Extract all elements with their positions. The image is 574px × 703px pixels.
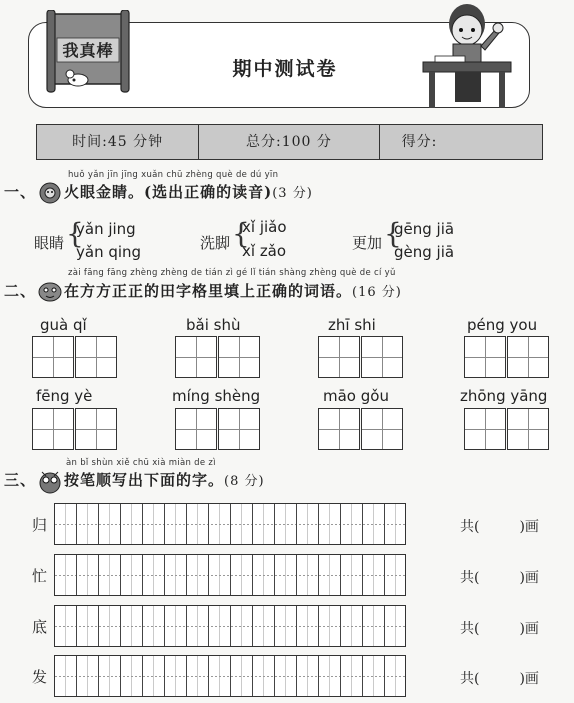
time-limit: 时间:45 分钟 bbox=[37, 125, 199, 159]
tianzige-box[interactable] bbox=[75, 408, 117, 450]
section2-title: 在方方正正的田字格里填上正确的词语。 bbox=[64, 282, 353, 300]
stroke-writing-row[interactable] bbox=[54, 605, 406, 647]
tianzige-box[interactable] bbox=[361, 336, 403, 378]
stroke-count-field[interactable]: 共( )画 bbox=[460, 671, 539, 687]
q1-option-1b[interactable]: yǎn qing bbox=[76, 243, 142, 261]
tianzige-box[interactable] bbox=[32, 336, 74, 378]
student-at-desk-icon bbox=[415, 0, 515, 112]
grid-pinyin-3: zhī shi bbox=[328, 316, 376, 334]
section1-title: 火眼金睛。(选出正确的读音) bbox=[64, 183, 273, 201]
stroke-writing-row[interactable] bbox=[54, 503, 406, 545]
section3-pinyin: àn bǐ shùn xiě chū xià miàn de zì bbox=[66, 458, 216, 468]
stroke-char-1: 归 bbox=[32, 516, 48, 534]
section2-number: 二、 bbox=[4, 282, 37, 300]
stroke-count-field[interactable]: 共( )画 bbox=[460, 519, 539, 535]
section1-score: (3 分) bbox=[272, 186, 313, 201]
stroke-writing-row[interactable] bbox=[54, 655, 406, 697]
grid-pinyin-7: māo gǒu bbox=[323, 387, 389, 405]
q1-word-2: 洗脚 bbox=[200, 234, 231, 252]
q1-option-3b[interactable]: gèng jiā bbox=[394, 243, 455, 261]
tianzige-box[interactable] bbox=[218, 336, 260, 378]
section2-pinyin: zài fāng fāng zhèng zhèng de tián zì gé lǐ tián shàng zhèng què de cí yǔ bbox=[68, 268, 396, 278]
grid-pinyin-2: bǎi shù bbox=[186, 316, 241, 334]
brace-icon: { bbox=[384, 217, 402, 250]
section3-score: (8 分) bbox=[224, 474, 265, 489]
q1-option-2b[interactable]: xǐ zǎo bbox=[242, 242, 287, 260]
q1-option-1a[interactable]: yǎn jing bbox=[76, 220, 136, 238]
grid-pinyin-4: péng you bbox=[467, 316, 538, 334]
stroke-char-3: 底 bbox=[32, 618, 48, 636]
fish-mascot-icon bbox=[36, 279, 64, 305]
stroke-char-4: 发 bbox=[32, 668, 48, 686]
plaque-text: 我真棒 bbox=[62, 41, 114, 60]
page-title: 期中测试卷 bbox=[232, 58, 338, 80]
grid-pinyin-5: fēng yè bbox=[36, 387, 93, 405]
section3-header bbox=[4, 468, 265, 494]
owl-mascot-icon bbox=[36, 468, 64, 494]
section2-score: (16 分) bbox=[352, 285, 402, 300]
tianzige-box[interactable] bbox=[361, 408, 403, 450]
stroke-writing-row[interactable] bbox=[54, 554, 406, 596]
q1-option-3a[interactable]: gēng jiā bbox=[394, 220, 455, 238]
brace-icon: { bbox=[66, 217, 84, 250]
stroke-count-field[interactable]: 共( )画 bbox=[460, 621, 539, 637]
section2-header bbox=[4, 279, 402, 305]
total-score: 总分:100 分 bbox=[199, 125, 379, 159]
q1-option-2a[interactable]: xǐ jiǎo bbox=[242, 218, 287, 236]
tianzige-box[interactable] bbox=[464, 336, 506, 378]
q1-word-3: 更加 bbox=[352, 234, 383, 252]
tianzige-box[interactable] bbox=[175, 336, 217, 378]
tianzige-box[interactable] bbox=[218, 408, 260, 450]
grid-pinyin-6: míng shèng bbox=[172, 387, 261, 405]
tianzige-box[interactable] bbox=[464, 408, 506, 450]
lion-mascot-icon bbox=[36, 180, 64, 206]
tianzige-box[interactable] bbox=[507, 336, 549, 378]
brace-icon: { bbox=[232, 217, 250, 250]
score-field[interactable]: 得分: bbox=[401, 134, 438, 150]
tianzige-box[interactable] bbox=[32, 408, 74, 450]
q1-word-1: 眼睛 bbox=[34, 234, 65, 252]
tianzige-box[interactable] bbox=[318, 408, 360, 450]
stroke-char-2: 忙 bbox=[32, 567, 48, 585]
section1-number: 一、 bbox=[4, 183, 37, 201]
section3-number: 三、 bbox=[4, 471, 37, 489]
section1-pinyin: huǒ yǎn jīn jīng xuǎn chū zhèng què de dú yīn bbox=[68, 170, 279, 180]
stroke-count-field[interactable]: 共( )画 bbox=[460, 570, 539, 586]
section1-header bbox=[4, 180, 313, 206]
tianzige-box[interactable] bbox=[318, 336, 360, 378]
info-table bbox=[36, 124, 543, 160]
tianzige-box[interactable] bbox=[75, 336, 117, 378]
tianzige-box[interactable] bbox=[175, 408, 217, 450]
grid-pinyin-8: zhōng yāng bbox=[460, 387, 548, 405]
section3-title: 按笔顺写出下面的字。 bbox=[64, 471, 225, 489]
grid-pinyin-1: guà qǐ bbox=[40, 316, 87, 334]
tianzige-box[interactable] bbox=[507, 408, 549, 450]
